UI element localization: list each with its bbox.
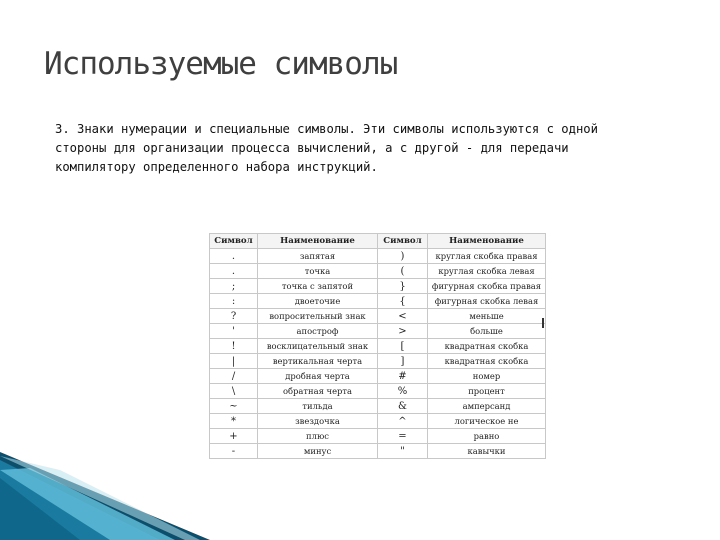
symbol-cell: [ (378, 339, 428, 354)
symbol-cell: . (210, 264, 258, 279)
name-cell: апостроф (258, 324, 378, 339)
symbol-cell: } (378, 279, 428, 294)
symbol-cell: \ (210, 384, 258, 399)
table-row (210, 264, 546, 279)
name-cell: минус (258, 444, 378, 459)
name-cell: процент (428, 384, 546, 399)
name-cell: обратная черта (258, 384, 378, 399)
name-cell: номер (428, 369, 546, 384)
symbol-cell: ( (378, 264, 428, 279)
symbol-cell: / (210, 369, 258, 384)
symbol-cell: ! (210, 339, 258, 354)
symbol-cell: ) (378, 249, 428, 264)
table-row (210, 414, 546, 429)
name-cell: меньше (428, 309, 546, 324)
name-cell: дробная черта (258, 369, 378, 384)
symbol-cell: - (210, 444, 258, 459)
name-cell: равно (428, 429, 546, 444)
name-cell: квадратная скобка (428, 339, 546, 354)
symbol-cell: ] (378, 354, 428, 369)
symbol-cell: ' (210, 324, 258, 339)
symbol-cell: " (378, 444, 428, 459)
name-cell: квадратная скобка (428, 354, 546, 369)
symbols-table (209, 233, 546, 459)
name-cell: больше (428, 324, 546, 339)
slide-title: Используемые символы (44, 46, 398, 82)
name-cell: тильда (258, 399, 378, 414)
table-row (210, 249, 546, 264)
symbol-cell: & (378, 399, 428, 414)
name-cell: двоеточие (258, 294, 378, 309)
table-row (210, 384, 546, 399)
body-paragraph (55, 120, 655, 177)
table-row (210, 309, 546, 324)
symbols-table-container (209, 233, 545, 459)
name-cell: вертикальная черта (258, 354, 378, 369)
symbol-cell: * (210, 414, 258, 429)
symbol-cell: > (378, 324, 428, 339)
header-symbol: Символ (210, 234, 258, 249)
name-cell: точка с запятой (258, 279, 378, 294)
symbol-cell: ~ (210, 399, 258, 414)
symbol-cell: : (210, 294, 258, 309)
symbol-cell: ; (210, 279, 258, 294)
name-cell: запятая (258, 249, 378, 264)
table-row (210, 444, 546, 459)
header-name: Наименование (258, 234, 378, 249)
symbol-cell: | (210, 354, 258, 369)
name-cell: плюс (258, 429, 378, 444)
name-cell: логическое не (428, 414, 546, 429)
symbol-cell: = (378, 429, 428, 444)
name-cell: круглая скобка правая (428, 249, 546, 264)
name-cell: кавычки (428, 444, 546, 459)
name-cell: круглая скобка левая (428, 264, 546, 279)
name-cell: фигурная скобка правая (428, 279, 546, 294)
name-cell: точка (258, 264, 378, 279)
header-symbol: Символ (378, 234, 428, 249)
name-cell: амперсанд (428, 399, 546, 414)
symbol-cell: { (378, 294, 428, 309)
table-row (210, 369, 546, 384)
body-line: компилятору определенного набора инструкций. (55, 160, 378, 174)
name-cell: вопросительный знак (258, 309, 378, 324)
body-line: 3. Знаки нумерации и специальные символы. Эти символы используются с одной (55, 122, 598, 136)
header-name: Наименование (428, 234, 546, 249)
body-line: стороны для организации процесса вычислений, а с другой - для передачи (55, 141, 569, 155)
table-row (210, 354, 546, 369)
table-row (210, 294, 546, 309)
symbol-cell: + (210, 429, 258, 444)
table-header-row (210, 234, 546, 249)
name-cell: восклицательный знак (258, 339, 378, 354)
symbol-cell: < (378, 309, 428, 324)
symbol-cell: % (378, 384, 428, 399)
symbol-cell: ^ (378, 414, 428, 429)
symbol-cell: ? (210, 309, 258, 324)
name-cell: фигурная скобка левая (428, 294, 546, 309)
table-row (210, 339, 546, 354)
table-row (210, 279, 546, 294)
table-row (210, 324, 546, 339)
name-cell: звездочка (258, 414, 378, 429)
symbol-cell: . (210, 249, 258, 264)
symbol-cell: # (378, 369, 428, 384)
table-row (210, 429, 546, 444)
text-cursor-mark (542, 318, 544, 328)
table-row (210, 399, 546, 414)
